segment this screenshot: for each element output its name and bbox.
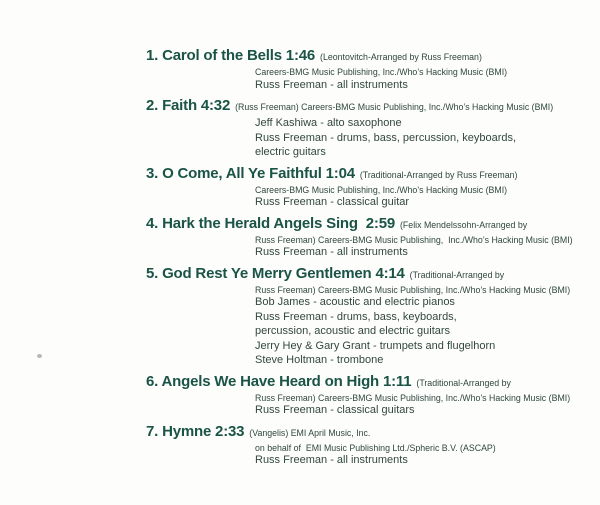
personnel-line: Steve Holtman - trombone: [255, 354, 384, 366]
track-credit-note: (Traditional-Arranged by Russ Freeman): [359, 169, 518, 180]
track-credit-note: (Russ Freeman) Careers-BMG Music Publishing, Inc./Who’s Hacking Music (BMI): [235, 102, 554, 112]
track-title: 3. O Come, All Ye Faithful 1:04: [146, 164, 355, 182]
track-details: [255, 185, 594, 210]
publishing-line: Careers-BMG Music Publishing, Inc./Who’s Hacking Music (BMI): [255, 67, 508, 77]
track-credit-note: (Leontovitch-Arranged by Russ Freeman): [320, 52, 482, 62]
personnel-line: Russ Freeman - drums, bass, keyboards,: [255, 310, 457, 323]
publishing-line: Russ Freeman) Careers-BMG Music Publishing, Inc./Who’s Hacking Music (BMI): [255, 392, 571, 403]
personnel-line: Russ Freeman - classical guitars: [255, 404, 415, 416]
track-heading-line: [146, 47, 594, 66]
track-details: [255, 235, 594, 260]
track-credit-note: (Vangelis) EMI April Music, Inc.: [249, 427, 371, 438]
personnel-line: Jeff Kashiwa - alto saxophone: [255, 117, 402, 129]
track-title: 6. Angels We Have Heard on High 1:11: [146, 372, 412, 390]
track-credit-note: (Felix Mendelssohn-Arranged by: [400, 219, 528, 230]
personnel-line: Russ Freeman - all instruments: [255, 454, 408, 466]
track-item-1: [146, 47, 594, 92]
track-details: [255, 393, 594, 418]
track-item-6: [146, 373, 594, 418]
track-heading-line: [146, 97, 594, 116]
personnel-line: Russ Freeman - all instruments: [255, 246, 408, 258]
track-item-4: [146, 215, 594, 260]
track-title: 5. God Rest Ye Merry Gentlemen 4:14: [146, 264, 405, 282]
personnel-line: Russ Freeman - classical guitar: [255, 196, 410, 208]
track-details: [255, 285, 594, 368]
publishing-line: on behalf of EMI Music Publishing Ltd./Spheric B.V. (ASCAP): [255, 442, 496, 453]
track-details: [255, 116, 594, 160]
personnel-line: Russ Freeman - drums, bass, percussion, keyboards,: [255, 131, 517, 144]
publishing-line: Careers-BMG Music Publishing, Inc./Who’s Hacking Music (BMI): [255, 184, 508, 195]
track-credit-note: (Traditional-Arranged by: [409, 269, 505, 280]
personnel-line: Jerry Hey & Gary Grant - trumpets and flugelhorn: [255, 339, 496, 352]
track-heading-line: [146, 215, 594, 234]
track-credit-note: (Traditional-Arranged by: [416, 377, 511, 388]
personnel-line: electric guitars: [255, 146, 326, 158]
track-title: 7. Hymne 2:33: [146, 422, 245, 440]
track-heading-line: [146, 423, 594, 442]
track-title: 4. Hark the Herald Angels Sing 2:59: [146, 214, 395, 232]
personnel-line: Russ Freeman - all instruments: [255, 78, 408, 91]
track-heading-line: [146, 265, 594, 284]
track-title: 1. Carol of the Bells 1:46: [146, 47, 316, 64]
track-item-3: [146, 165, 594, 210]
publishing-line: Russ Freeman) Careers-BMG Music Publishing, Inc./Who’s Hacking Music (BMI): [255, 234, 573, 245]
personnel-line: Bob James - acoustic and electric pianos: [255, 296, 455, 308]
track-list: [146, 47, 594, 473]
track-details: [255, 67, 594, 92]
track-heading-line: [146, 165, 594, 184]
personnel-line: percussion, acoustic and electric guitars: [255, 325, 451, 337]
track-title: 2. Faith 4:32: [146, 97, 231, 114]
scan-speck: [37, 354, 42, 358]
track-item-2: [146, 97, 594, 160]
track-item-5: [146, 265, 594, 368]
track-details: [255, 443, 594, 468]
track-item-7: [146, 423, 594, 468]
track-heading-line: [146, 373, 594, 392]
publishing-line: Russ Freeman) Careers-BMG Music Publishing, Inc./Who’s Hacking Music (BMI): [255, 284, 571, 295]
